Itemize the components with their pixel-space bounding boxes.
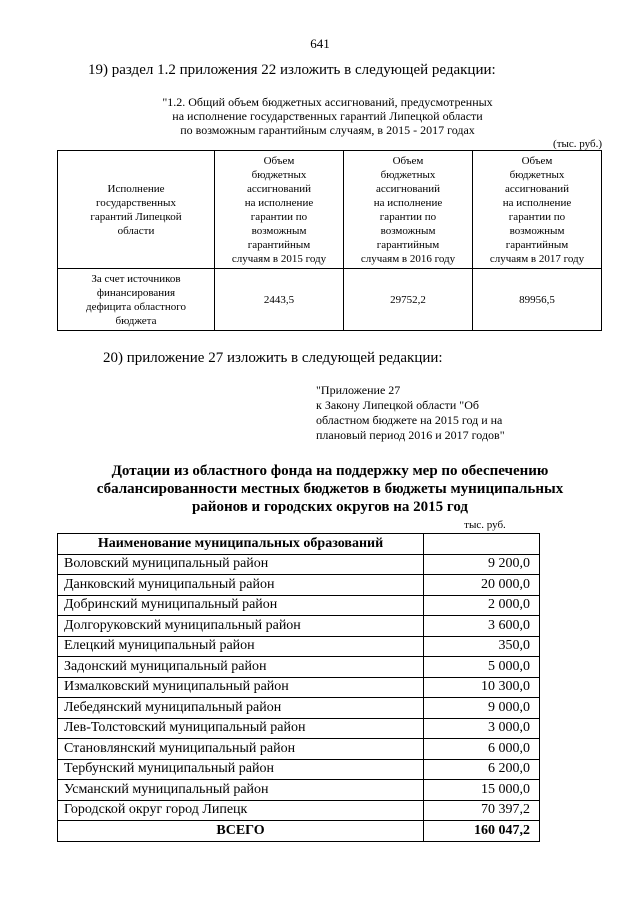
header-line: гарантии по <box>250 210 308 223</box>
header-line: бюджетных <box>380 168 436 181</box>
value-2017: 89956,5 <box>473 269 602 331</box>
district-name: Добринский муниципальный район <box>58 595 424 616</box>
district-name: Усманский муниципальный район <box>58 780 424 801</box>
appendix-line: плановый период 2016 и 2017 годов" <box>316 428 505 442</box>
header-line: случаям в 2017 году <box>489 252 585 265</box>
district-name: Елецкий муниципальный район <box>58 636 424 657</box>
district-value: 10 300,0 <box>424 677 540 698</box>
district-value: 9 200,0 <box>424 554 540 575</box>
heading-line: сбалансированности местных бюджетов в бюджеты муниципальных <box>96 481 564 497</box>
district-value: 70 397,2 <box>424 800 540 821</box>
row-label-cell <box>58 269 215 331</box>
units-label: (тыс. руб.) <box>553 138 602 150</box>
table-row <box>58 575 540 596</box>
header-line: на исполнение <box>244 196 314 209</box>
section-title-line: "1.2. Общий объем бюджетных ассигнований, предусмотренных <box>162 95 493 109</box>
district-name: Долгоруковский муниципальный район <box>58 616 424 637</box>
table-row <box>58 616 540 637</box>
district-name: Лебедянский муниципальный район <box>58 698 424 719</box>
row-label-line: финансирования <box>96 286 176 299</box>
header-line: на исполнение <box>373 196 443 209</box>
district-value: 9 000,0 <box>424 698 540 719</box>
table-row <box>58 759 540 780</box>
header-line: случаям в 2015 году <box>231 252 327 265</box>
section-title-line: по возможным гарантийным случаям, в 2015 - 2017 годах <box>180 123 475 137</box>
header-line: гарантийным <box>376 238 440 251</box>
district-value: 3 600,0 <box>424 616 540 637</box>
item-20-text: 20) приложение 27 изложить в следующей редакции: <box>103 350 443 366</box>
appendix-reference <box>316 383 546 443</box>
district-name: Данковский муниципальный район <box>58 575 424 596</box>
units-label-2: тыс. руб. <box>464 519 506 531</box>
table-row <box>58 698 540 719</box>
header-line: Объем <box>392 154 424 167</box>
district-value: 20 000,0 <box>424 575 540 596</box>
header-name-cell: Наименование муниципальных образований <box>58 534 424 555</box>
header-line: ассигнований <box>246 182 312 195</box>
header-line: гарантии по <box>508 210 566 223</box>
value-2015: 2443,5 <box>215 269 344 331</box>
district-value: 2 000,0 <box>424 595 540 616</box>
section-title-line: на исполнение государственных гарантий Липецкой области <box>172 109 483 123</box>
district-value: 5 000,0 <box>424 657 540 678</box>
table-row <box>58 780 540 801</box>
table-row <box>58 636 540 657</box>
table-row <box>58 657 540 678</box>
header-cell-2015 <box>215 151 344 269</box>
header-cell-2017 <box>473 151 602 269</box>
total-value: 160 047,2 <box>424 821 540 842</box>
table-row <box>58 677 540 698</box>
heading-line: Дотации из областного фонда на поддержку мер по обеспечению <box>111 463 549 479</box>
district-name: Становлянский муниципальный район <box>58 739 424 760</box>
total-row <box>58 821 540 842</box>
header-value-cell <box>424 534 540 555</box>
table-row <box>58 800 540 821</box>
appendix-line: областном бюджете на 2015 год и на <box>316 413 503 427</box>
header-line: гарантии по <box>379 210 437 223</box>
header-line: государственных <box>96 196 176 209</box>
district-name: Измалковский муниципальный район <box>58 677 424 698</box>
table-row <box>58 718 540 739</box>
header-line: ассигнований <box>375 182 441 195</box>
district-name: Задонский муниципальный район <box>58 657 424 678</box>
table-row <box>58 595 540 616</box>
district-value: 350,0 <box>424 636 540 657</box>
header-line: возможным <box>509 224 565 237</box>
table-row <box>58 554 540 575</box>
header-line: гарантийным <box>505 238 569 251</box>
appendix-line: к Закону Липецкой области "Об <box>316 398 479 412</box>
guarantee-table-header <box>58 151 602 269</box>
value-2016: 29752,2 <box>344 269 473 331</box>
district-value: 15 000,0 <box>424 780 540 801</box>
district-value: 3 000,0 <box>424 718 540 739</box>
row-label-line: За счет источников <box>91 272 181 285</box>
heading-line: районов и городских округов на 2015 год <box>191 499 469 515</box>
header-line: гарантий Липецкой <box>90 210 182 223</box>
subsidy-table-header <box>58 534 540 555</box>
header-line: бюджетных <box>509 168 565 181</box>
district-value: 6 000,0 <box>424 739 540 760</box>
header-line: бюджетных <box>251 168 307 181</box>
item-19-text: 19) раздел 1.2 приложения 22 изложить в следующей редакции: <box>88 62 496 78</box>
header-line: области <box>117 224 155 237</box>
header-line: Объем <box>263 154 295 167</box>
header-line: Исполнение <box>107 182 165 195</box>
section-title <box>120 95 535 137</box>
appendix-line: "Приложение 27 <box>316 383 401 397</box>
district-value: 6 200,0 <box>424 759 540 780</box>
header-cell-2016 <box>344 151 473 269</box>
header-line: случаям в 2016 году <box>360 252 456 265</box>
header-line: ассигнований <box>504 182 570 195</box>
header-line: на исполнение <box>502 196 572 209</box>
header-line: возможным <box>380 224 436 237</box>
district-name: Тербунский муниципальный район <box>58 759 424 780</box>
subsidy-table <box>57 533 540 842</box>
header-line: Объем <box>521 154 553 167</box>
table-row <box>58 739 540 760</box>
district-name: Городской округ город Липецк <box>58 800 424 821</box>
table-row <box>58 269 602 331</box>
total-label: ВСЕГО <box>58 821 424 842</box>
header-cell-guarantee <box>58 151 215 269</box>
district-name: Лев-Толстовский муниципальный район <box>58 718 424 739</box>
district-name: Воловский муниципальный район <box>58 554 424 575</box>
subsidy-heading <box>75 462 585 516</box>
row-label-line: бюджета <box>115 314 157 327</box>
guarantee-table <box>57 150 602 331</box>
row-label-line: дефицита областного <box>86 300 186 313</box>
header-line: возможным <box>251 224 307 237</box>
header-line: гарантийным <box>247 238 311 251</box>
page-number: 641 <box>310 36 330 51</box>
